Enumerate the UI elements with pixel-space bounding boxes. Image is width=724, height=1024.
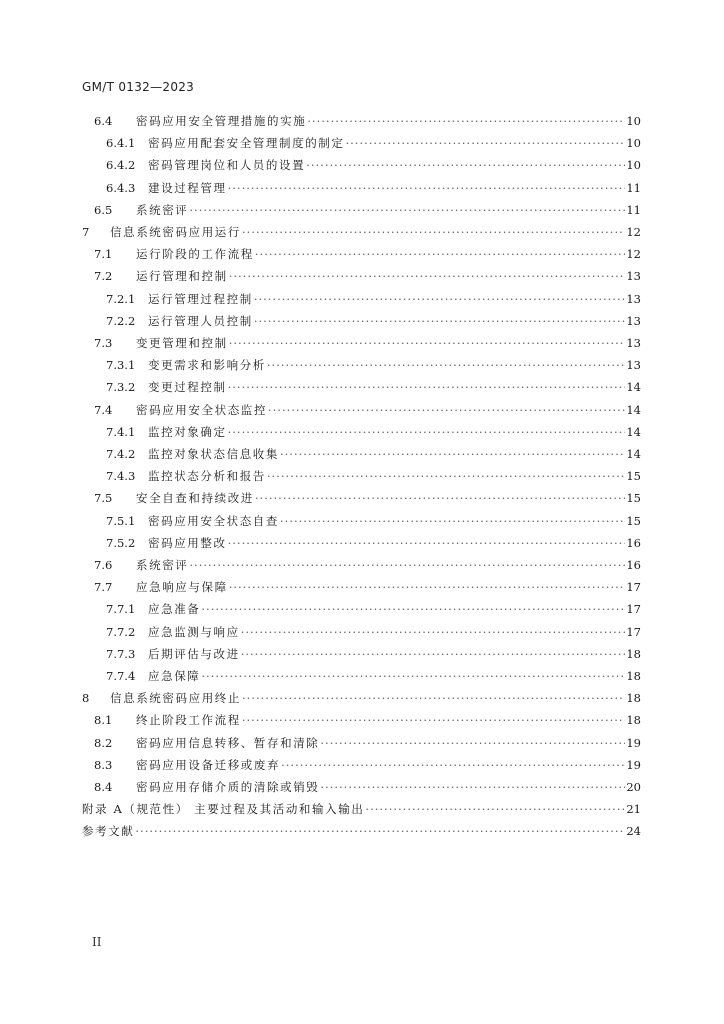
toc-entry-number: 7.5.1 [106,513,136,528]
toc-leader-dots [228,181,626,195]
toc-leader-dots [255,247,625,261]
toc-entry[interactable] [106,313,641,331]
toc-leader-dots [281,758,625,772]
toc-entry[interactable] [94,490,641,508]
toc-leader-dots [255,491,625,505]
toc-leader-dots [268,403,625,417]
toc-leader-dots [242,713,626,727]
toc-entry-page: 18 [626,713,641,728]
toc-leader-dots [201,669,625,683]
toc-entry[interactable] [106,646,641,664]
toc-entry-title: 应急监测与响应 [148,624,240,639]
toc-entry[interactable] [106,446,641,464]
toc-entry-title: 运行管理过程控制 [148,291,253,306]
toc-leader-dots [280,514,625,528]
toc-entry-number: 7.1 [94,247,113,262]
toc-entry-number: 8.1 [94,713,113,728]
toc-entry-page: 11 [626,180,641,195]
toc-leader-dots [267,358,625,372]
toc-entry-page: 21 [626,802,641,817]
toc-entry[interactable] [106,291,641,309]
toc-entry-number: 7.2.1 [106,291,136,306]
toc-entry[interactable] [106,535,641,553]
toc-entry-title: 密码管理岗位和人员的设置 [148,158,306,173]
toc-entry-title: 变更管理和控制 [136,336,228,350]
toc-entry-number: 6.4.2 [106,158,136,173]
toc-entry[interactable] [94,712,641,730]
toc-entry-page: 13 [626,291,641,306]
toc-entry[interactable] [94,335,641,353]
toc-entry-page: 15 [626,513,641,528]
page-number-roman: II [92,935,102,949]
toc-entry[interactable] [94,557,641,575]
toc-entry-page: 18 [626,669,641,683]
toc-entry-number: 7.4 [94,402,113,417]
toc-entry-page: 14 [626,402,641,417]
toc-entry-number: 8.3 [94,757,113,772]
toc-entry-number: 7.5.2 [106,535,136,550]
toc-entry-title: 监控状态分析和报告 [148,469,266,484]
toc-entry-title: 变更过程控制 [148,380,227,395]
toc-entry-number: 8.4 [94,780,113,794]
toc-entry[interactable] [94,579,641,597]
toc-entry[interactable] [106,180,641,198]
toc-entry-page: 12 [626,247,641,262]
toc-entry[interactable] [94,268,641,286]
toc-leader-dots [320,736,625,750]
toc-entry-number: 6.4.3 [106,180,136,195]
toc-leader-dots [307,114,625,128]
toc-leader-dots [189,203,625,217]
toc-entry-title: 密码应用存储介质的清除或销毁 [136,780,320,794]
toc-entry-page: 16 [626,558,641,572]
toc-leader-dots [229,269,626,283]
toc-entry-title: 附录 A（规范性） 主要过程及其活动和输入输出 [82,802,365,817]
toc-leader-dots [280,447,625,461]
toc-entry-page: 14 [626,447,641,461]
toc-leader-dots [201,602,625,616]
toc-entry-number: 7.7.2 [106,624,136,639]
toc-leader-dots [320,780,625,794]
toc-entry-page: 10 [626,158,641,173]
toc-entry-page: 14 [626,424,641,439]
toc-entry-number: 7.4.2 [106,447,136,461]
toc-leader-dots [189,558,625,572]
toc-entry-number: 7 [82,225,90,239]
toc-entry[interactable] [106,357,641,375]
toc-entry[interactable] [106,379,641,397]
toc-entry-page: 17 [626,624,641,639]
toc-entry-title: 终止阶段工作流程 [136,713,241,728]
toc-entry-number: 8 [82,691,90,706]
toc-entry-title: 信息系统密码应用终止 [110,691,241,706]
toc-entry-number: 7.7.3 [106,646,136,661]
toc-entry[interactable] [82,690,641,708]
toc-entry-page: 13 [626,269,641,284]
toc-entry[interactable] [106,624,641,642]
toc-entry-number: 7.6 [94,558,113,572]
toc-entry-title: 运行管理和控制 [136,269,228,284]
toc-leader-dots [365,802,625,816]
toc-entry-title: 密码应用安全状态自查 [148,513,279,528]
toc-entry-title: 运行管理人员控制 [148,313,253,328]
toc-entry-title: 安全自查和持续改进 [136,491,254,506]
toc-entry-page: 13 [626,336,641,350]
toc-entry-title: 系统密评 [136,558,189,572]
toc-leader-dots [242,691,625,705]
toc-entry-number: 7.4.1 [106,424,136,439]
toc-entry-page: 11 [626,202,641,217]
toc-entry-title: 运行阶段的工作流程 [136,247,254,262]
toc-entry[interactable] [106,668,641,686]
toc-entry-title: 密码应用配套安全管理制度的制定 [148,136,345,151]
toc-entry-number: 7.7.1 [106,602,136,617]
toc-entry-title: 系统密评 [136,202,189,217]
toc-entry-number: 7.2 [94,269,113,284]
toc-leader-dots [241,647,626,661]
toc-entry[interactable] [106,468,641,486]
toc-entry-page: 15 [626,491,641,506]
toc-entry-page: 13 [626,313,641,328]
toc-leader-dots [229,336,626,350]
toc-entry-title: 密码应用安全状态监控 [136,402,267,417]
toc-leader-dots [242,225,625,239]
toc-entry[interactable] [94,779,641,797]
toc-entry-number: 7.5 [94,491,113,506]
toc-leader-dots [254,292,626,306]
toc-entry-page: 10 [626,114,641,128]
toc-entry[interactable] [94,113,641,131]
toc-leader-dots [135,824,625,838]
toc-leader-dots [228,536,626,550]
toc-entry[interactable] [82,801,641,819]
toc-entry[interactable] [106,157,641,175]
toc-entry-number: 6.4 [94,114,113,128]
toc-leader-dots [241,625,626,639]
toc-entry-number: 7.3.2 [106,380,136,395]
toc-entry[interactable] [94,202,641,220]
toc-entry-page: 16 [626,535,641,550]
toc-entry[interactable] [82,224,641,242]
toc-leader-dots [228,380,626,394]
toc-entry-page: 15 [626,469,641,484]
toc-entry-title: 监控对象确定 [148,424,227,439]
toc-entry[interactable] [94,246,641,264]
toc-entry[interactable] [106,513,641,531]
toc-entry-title: 变更需求和影响分析 [148,358,266,373]
toc-entry-title: 监控对象状态信息收集 [148,447,279,461]
toc-entry[interactable] [106,424,641,442]
toc-entry[interactable] [94,735,641,753]
toc-entry-page: 18 [626,646,641,661]
toc-entry-page: 19 [626,735,641,750]
toc-entry-title: 建设过程管理 [148,180,227,195]
toc-entry-title: 参考文献 [82,824,135,839]
toc-leader-dots [306,158,625,172]
toc-entry[interactable] [82,823,641,841]
toc-entry-page: 18 [626,691,641,706]
toc-entry-page: 10 [626,136,641,151]
toc-entry-page: 14 [626,380,641,395]
toc-entry-title: 密码应用信息转移、暂存和清除 [136,735,320,750]
toc-entry-page: 17 [626,602,641,617]
toc-entry[interactable] [106,601,641,619]
toc-entry-number: 7.4.3 [106,469,136,484]
toc-entry[interactable] [106,135,641,153]
toc-entry[interactable] [94,402,641,420]
toc-entry-number: 7.3 [94,336,113,350]
toc-entry-number: 7.3.1 [106,358,136,373]
toc-leader-dots [229,580,626,594]
toc-entry-title: 密码应用设备迁移或废弃 [136,757,281,772]
toc-entry-title: 密码应用安全管理措施的实施 [136,114,307,128]
toc-entry[interactable] [94,757,641,775]
toc-entry-title: 信息系统密码应用运行 [110,225,241,239]
toc-entry-title: 后期评估与改进 [148,646,240,661]
toc-entry-title: 应急准备 [148,602,201,617]
toc-entry-number: 6.5 [94,202,113,217]
toc-entry-page: 13 [626,358,641,373]
toc-entry-number: 6.4.1 [106,136,136,151]
toc-entry-number: 7.7.4 [106,669,136,683]
toc-entry-title: 应急保障 [148,669,201,683]
toc-entry-number: 8.2 [94,735,113,750]
toc-leader-dots [346,136,626,150]
toc-leader-dots [267,469,625,483]
toc-entry-page: 20 [626,780,641,794]
toc-entry-number: 7.7 [94,580,113,595]
toc-entry-page: 12 [626,225,641,239]
toc-entry-page: 17 [626,580,641,595]
toc-entry-title: 应急响应与保障 [136,580,228,595]
toc-entry-number: 7.2.2 [106,313,136,328]
toc-entry-page: 24 [626,824,641,839]
toc-entry-title: 密码应用整改 [148,535,227,550]
toc-leader-dots [254,314,626,328]
toc-entry-page: 19 [626,757,641,772]
toc-leader-dots [228,425,626,439]
document-number: GM/T 0132—2023 [82,80,195,94]
